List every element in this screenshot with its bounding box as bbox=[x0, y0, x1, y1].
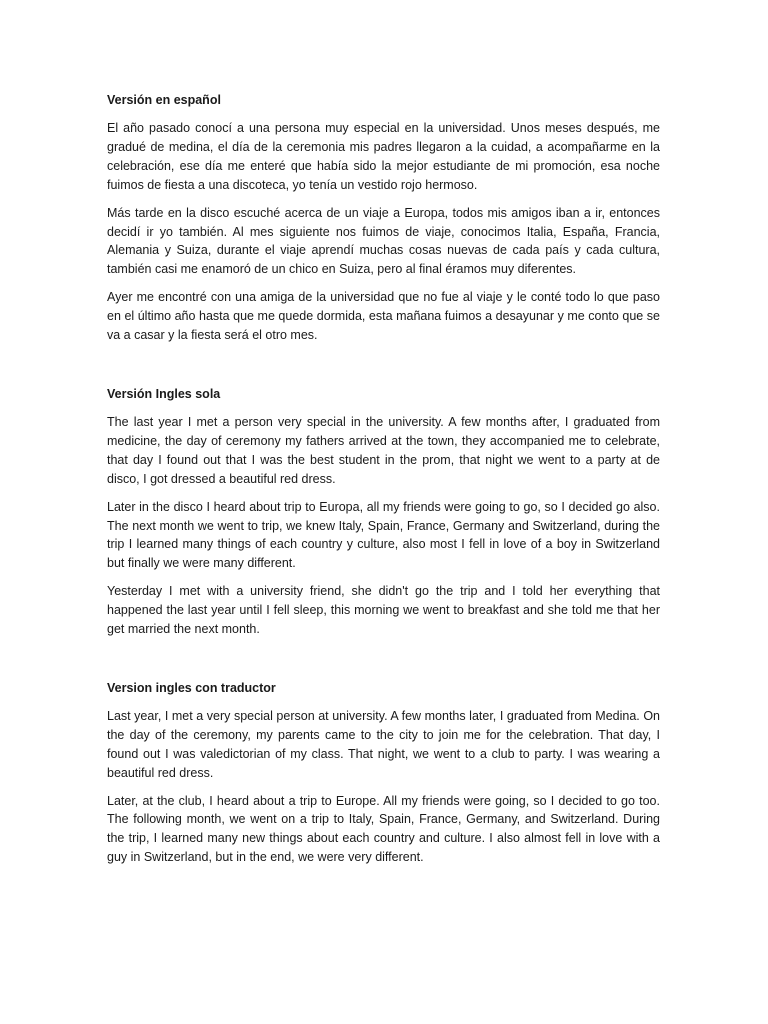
section-heading: Version ingles con traductor bbox=[107, 680, 276, 695]
section-spanish bbox=[107, 91, 660, 345]
paragraph: Later, at the club, I heard about a trip to Europe. All my friends were going, so I decided to go too. The following month, we went on a trip to Italy, Spain, France, Germany, and Switzerland. During the trip, I learned many new things about each country and culture. I also almost fell in love with a guy in Switzerland, but in the end, we were very different. bbox=[107, 793, 660, 865]
paragraph: Más tarde en la disco escuché acerca de un viaje a Europa, todos mis amigos iban a ir, entonces decidí ir yo también. Al mes siguiente nos fuimos de viaje, conocimos Italia, España, Francia, Alemania y Suiza, durante el viaje aprendí muchas cosas nuevas de cada país y cada cultura, también casi me enamoró de un chico en Suiza, pero al final éramos muy diferentes. bbox=[107, 205, 660, 277]
section-english-alone bbox=[107, 385, 660, 639]
document-page bbox=[107, 91, 660, 867]
paragraph: El año pasado conocí a una persona muy especial en la universidad. Unos meses después, me gradué de medina, el día de la ceremonia mis padres llegaron a la cuidad, a acompañarme en la celebración, ese día me enteré que había sido la mejor estudiante de mi promoción, esa noche fuimos de fiesta a una discoteca, yo tenía un vestido rojo hermoso. bbox=[107, 121, 660, 192]
paragraph: Yesterday I met with a university friend, she didn't go the trip and I told her everything that happened the last year until I fell sleep, this morning we went to breakfast and she told me that her get married the next month. bbox=[107, 584, 660, 637]
paragraph: Ayer me encontré con una amiga de la universidad que no fue al viaje y le conté todo lo que paso en el último año hasta que me quede dormida, esta mañana fuimos a desayunar y me conto que se va a casar y la fiesta será el otro mes. bbox=[107, 290, 660, 343]
paragraph: Last year, I met a very special person at university. A few months later, I graduated from Medina. On the day of the ceremony, my parents came to the city to join me for the celebration. That day, I found out I was valedictorian of my class. That night, we went to a club to party. I was wearing a beautiful red dress. bbox=[107, 708, 660, 780]
section-heading: Versión Ingles sola bbox=[107, 386, 221, 401]
paragraph: The last year I met a person very special in the university. A few months after, I graduated from medicine, the day of ceremony my fathers arrived at the town, they accompanied me to celebrate, that day I found out that I was the best student in the prom, that night we went to a party at de disco, I got dressed a beautiful red dress. bbox=[107, 414, 660, 486]
section-heading: Versión en español bbox=[107, 93, 221, 107]
section-english-translator bbox=[107, 679, 660, 867]
paragraph: Later in the disco I heard about trip to Europa, all my friends were going to go, so I decided go also. The next month we went to trip, we knew Italy, Spain, France, Germany and Switzerland, during the trip I learned many things of each country y culture, also most I fell in love of a boy in Switzerland but finally we were many different. bbox=[107, 499, 660, 571]
